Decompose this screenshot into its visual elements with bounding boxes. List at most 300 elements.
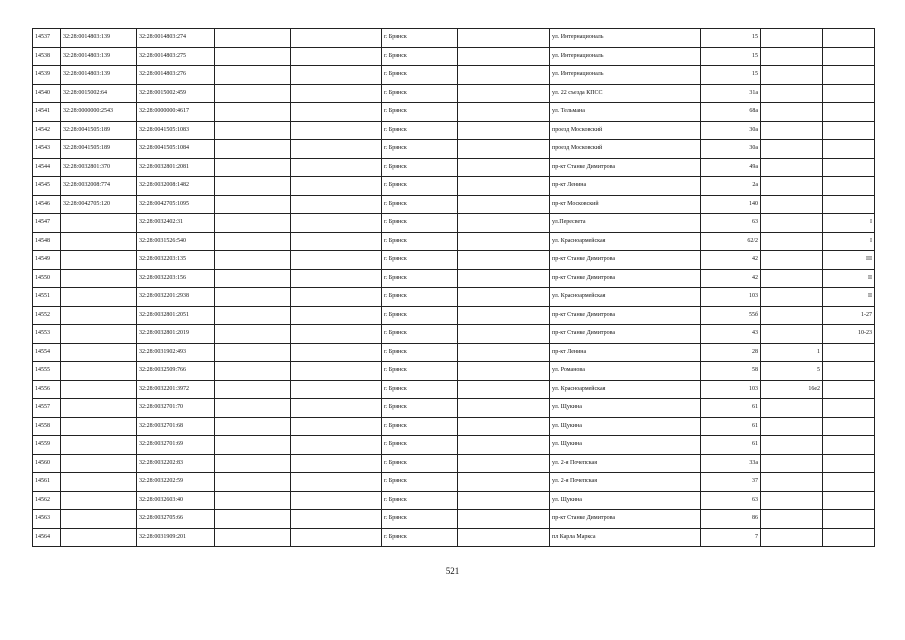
parent-cadastral-number-cell: 32:28:0014803:139 (61, 47, 137, 66)
premises-cell: II (823, 269, 875, 288)
street-cell: ул. 22 съезда КПСС (550, 84, 701, 103)
table-row (33, 528, 875, 547)
street-cell: ул. Красноармейская (550, 288, 701, 307)
table-row (33, 417, 875, 436)
house-number-cell: 28 (701, 343, 761, 362)
cadastral-number-cell: 32:28:0000000:4617 (137, 103, 215, 122)
empty-cell (215, 232, 291, 251)
empty-cell (215, 288, 291, 307)
empty-cell (291, 325, 382, 344)
empty-cell (215, 140, 291, 159)
empty-cell (291, 84, 382, 103)
table-row (33, 473, 875, 492)
house-number-cell: 30а (701, 140, 761, 159)
street-cell: пр-кт Станке Димитрова (550, 510, 701, 529)
house-number-cell: 37 (701, 473, 761, 492)
building-cell (761, 528, 823, 547)
city-cell: г. Брянск (382, 195, 458, 214)
empty-cell (291, 269, 382, 288)
table-row (33, 362, 875, 381)
city-cell: г. Брянск (382, 417, 458, 436)
empty-cell (458, 436, 550, 455)
empty-cell (291, 306, 382, 325)
building-cell (761, 269, 823, 288)
street-cell: ул. Романова (550, 362, 701, 381)
table-row (33, 84, 875, 103)
cadastral-number-cell: 32:28:0032008:1482 (137, 177, 215, 196)
house-number-cell: 55б (701, 306, 761, 325)
parent-cadastral-number-cell: 32:28:0041505:189 (61, 121, 137, 140)
table-row (33, 177, 875, 196)
cadastral-number-cell: 32:28:0042705:1095 (137, 195, 215, 214)
building-cell (761, 306, 823, 325)
building-cell (761, 66, 823, 85)
premises-cell (823, 528, 875, 547)
cadastral-number-cell: 32:28:0031902:493 (137, 343, 215, 362)
premises-cell: 1-27 (823, 306, 875, 325)
empty-cell (215, 380, 291, 399)
street-cell: ул. 2-я Почепская (550, 473, 701, 492)
table-row (33, 454, 875, 473)
record-number-cell: 14538 (33, 47, 61, 66)
empty-cell (215, 269, 291, 288)
empty-cell (458, 343, 550, 362)
house-number-cell: 62/2 (701, 232, 761, 251)
empty-cell (458, 362, 550, 381)
premises-cell (823, 380, 875, 399)
empty-cell (215, 84, 291, 103)
city-cell: г. Брянск (382, 177, 458, 196)
premises-cell: I (823, 232, 875, 251)
building-cell: 16е2 (761, 380, 823, 399)
record-number-cell: 14559 (33, 436, 61, 455)
cadastral-number-cell: 32:28:0015002:459 (137, 84, 215, 103)
empty-cell (291, 510, 382, 529)
table-row (33, 269, 875, 288)
house-number-cell: 61 (701, 417, 761, 436)
cadastral-number-cell: 32:28:0032509:766 (137, 362, 215, 381)
city-cell: г. Брянск (382, 140, 458, 159)
record-number-cell: 14548 (33, 232, 61, 251)
house-number-cell: 42 (701, 251, 761, 270)
parent-cadastral-number-cell (61, 232, 137, 251)
record-number-cell: 14554 (33, 343, 61, 362)
empty-cell (458, 195, 550, 214)
city-cell: г. Брянск (382, 491, 458, 510)
cadastral-number-cell: 32:28:0032801:2019 (137, 325, 215, 344)
building-cell: 1 (761, 343, 823, 362)
city-cell: г. Брянск (382, 232, 458, 251)
building-cell (761, 454, 823, 473)
cadastral-number-cell: 32:28:0032701:70 (137, 399, 215, 418)
empty-cell (458, 66, 550, 85)
premises-cell (823, 195, 875, 214)
city-cell: г. Брянск (382, 103, 458, 122)
record-number-cell: 14545 (33, 177, 61, 196)
street-cell: пр-кт Станке Димитрова (550, 251, 701, 270)
premises-cell (823, 417, 875, 436)
street-cell: проезд Московский (550, 140, 701, 159)
record-number-cell: 14544 (33, 158, 61, 177)
house-number-cell: 33а (701, 454, 761, 473)
city-cell: г. Брянск (382, 436, 458, 455)
empty-cell (458, 399, 550, 418)
empty-cell (215, 325, 291, 344)
street-cell: пр-кт Ленина (550, 177, 701, 196)
building-cell (761, 195, 823, 214)
record-number-cell: 14540 (33, 84, 61, 103)
record-number-cell: 14549 (33, 251, 61, 270)
empty-cell (458, 380, 550, 399)
cadastral-number-cell: 32:28:0041505:1084 (137, 140, 215, 159)
record-number-cell: 14560 (33, 454, 61, 473)
empty-cell (291, 47, 382, 66)
premises-cell (823, 177, 875, 196)
empty-cell (458, 306, 550, 325)
empty-cell (215, 214, 291, 233)
empty-cell (458, 121, 550, 140)
table-row (33, 158, 875, 177)
premises-cell (823, 121, 875, 140)
street-cell: ул. Интернациональ (550, 29, 701, 48)
parent-cadastral-number-cell (61, 380, 137, 399)
record-number-cell: 14561 (33, 473, 61, 492)
cadastral-number-cell: 32:28:0032801:2051 (137, 306, 215, 325)
premises-cell (823, 473, 875, 492)
table-row (33, 66, 875, 85)
record-number-cell: 14556 (33, 380, 61, 399)
street-cell: проезд Московский (550, 121, 701, 140)
empty-cell (291, 473, 382, 492)
empty-cell (291, 251, 382, 270)
cadastral-number-cell: 32:28:0014803:274 (137, 29, 215, 48)
parent-cadastral-number-cell (61, 399, 137, 418)
empty-cell (215, 436, 291, 455)
table-row (33, 510, 875, 529)
empty-cell (215, 491, 291, 510)
building-cell: 5 (761, 362, 823, 381)
parent-cadastral-number-cell (61, 214, 137, 233)
city-cell: г. Брянск (382, 528, 458, 547)
city-cell: г. Брянск (382, 251, 458, 270)
building-cell (761, 47, 823, 66)
house-number-cell: 15 (701, 29, 761, 48)
street-cell: пр-кт Ленина (550, 343, 701, 362)
empty-cell (291, 436, 382, 455)
city-cell: г. Брянск (382, 454, 458, 473)
house-number-cell: 42 (701, 269, 761, 288)
table-body (33, 29, 875, 547)
parent-cadastral-number-cell: 32:28:0032008:774 (61, 177, 137, 196)
empty-cell (215, 158, 291, 177)
parent-cadastral-number-cell (61, 288, 137, 307)
empty-cell (291, 121, 382, 140)
record-number-cell: 14564 (33, 528, 61, 547)
city-cell: г. Брянск (382, 214, 458, 233)
empty-cell (291, 362, 382, 381)
table-row (33, 306, 875, 325)
table-row (33, 121, 875, 140)
record-number-cell: 14539 (33, 66, 61, 85)
empty-cell (458, 29, 550, 48)
building-cell (761, 510, 823, 529)
empty-cell (458, 251, 550, 270)
city-cell: г. Брянск (382, 158, 458, 177)
record-number-cell: 14546 (33, 195, 61, 214)
building-cell (761, 399, 823, 418)
building-cell (761, 214, 823, 233)
empty-cell (291, 454, 382, 473)
empty-cell (291, 29, 382, 48)
empty-cell (458, 473, 550, 492)
empty-cell (215, 306, 291, 325)
street-cell: ул. Щукина (550, 491, 701, 510)
street-cell: ул. Красноармейская (550, 380, 701, 399)
street-cell: пр-кт Станке Димитрова (550, 306, 701, 325)
empty-cell (291, 491, 382, 510)
empty-cell (291, 66, 382, 85)
table-row (33, 103, 875, 122)
house-number-cell: 103 (701, 288, 761, 307)
house-number-cell: 15 (701, 47, 761, 66)
empty-cell (458, 491, 550, 510)
empty-cell (291, 399, 382, 418)
parent-cadastral-number-cell (61, 528, 137, 547)
building-cell (761, 121, 823, 140)
empty-cell (215, 510, 291, 529)
empty-cell (291, 140, 382, 159)
record-number-cell: 14541 (33, 103, 61, 122)
building-cell (761, 177, 823, 196)
cadastral-number-cell: 32:28:0041505:1083 (137, 121, 215, 140)
street-cell: пл Карла Маркса (550, 528, 701, 547)
building-cell (761, 140, 823, 159)
empty-cell (458, 103, 550, 122)
empty-cell (291, 528, 382, 547)
empty-cell (215, 362, 291, 381)
parent-cadastral-number-cell: 32:28:0042705:120 (61, 195, 137, 214)
table-row (33, 214, 875, 233)
building-cell (761, 473, 823, 492)
premises-cell (823, 47, 875, 66)
parent-cadastral-number-cell (61, 343, 137, 362)
city-cell: г. Брянск (382, 325, 458, 344)
cadastral-number-cell: 32:28:0032402:31 (137, 214, 215, 233)
house-number-cell: 2а (701, 177, 761, 196)
cadastral-number-cell: 32:28:0031526:540 (137, 232, 215, 251)
city-cell: г. Брянск (382, 362, 458, 381)
house-number-cell: 61 (701, 436, 761, 455)
street-cell: пр-кт Московский (550, 195, 701, 214)
table-row (33, 436, 875, 455)
cadastral-number-cell: 32:28:0032203:135 (137, 251, 215, 270)
parent-cadastral-number-cell: 32:28:0041505:189 (61, 140, 137, 159)
premises-cell (823, 29, 875, 48)
cadastral-number-cell: 32:28:0032701:68 (137, 417, 215, 436)
empty-cell (215, 343, 291, 362)
house-number-cell: 43 (701, 325, 761, 344)
premises-cell (823, 510, 875, 529)
empty-cell (215, 103, 291, 122)
record-number-cell: 14553 (33, 325, 61, 344)
city-cell: г. Брянск (382, 269, 458, 288)
empty-cell (215, 121, 291, 140)
parent-cadastral-number-cell (61, 306, 137, 325)
house-number-cell: 7 (701, 528, 761, 547)
empty-cell (458, 158, 550, 177)
house-number-cell: 140 (701, 195, 761, 214)
cadastral-number-cell: 32:28:0032801:2081 (137, 158, 215, 177)
table-row (33, 140, 875, 159)
street-cell: ул. Красноармейская (550, 232, 701, 251)
premises-cell (823, 343, 875, 362)
empty-cell (291, 232, 382, 251)
city-cell: г. Брянск (382, 380, 458, 399)
street-cell: ул. 2-я Почепская (550, 454, 701, 473)
empty-cell (291, 417, 382, 436)
record-number-cell: 14552 (33, 306, 61, 325)
empty-cell (291, 177, 382, 196)
building-cell (761, 251, 823, 270)
street-cell: ул.Пересвета (550, 214, 701, 233)
cadastral-number-cell: 32:28:0032202:59 (137, 473, 215, 492)
table-row (33, 325, 875, 344)
house-number-cell: 86 (701, 510, 761, 529)
empty-cell (215, 473, 291, 492)
parent-cadastral-number-cell (61, 473, 137, 492)
house-number-cell: 31а (701, 84, 761, 103)
city-cell: г. Брянск (382, 29, 458, 48)
record-number-cell: 14562 (33, 491, 61, 510)
street-cell: ул. Щукина (550, 436, 701, 455)
empty-cell (215, 195, 291, 214)
empty-cell (215, 251, 291, 270)
record-number-cell: 14537 (33, 29, 61, 48)
table-row (33, 380, 875, 399)
building-cell (761, 29, 823, 48)
table-row (33, 491, 875, 510)
table-row (33, 251, 875, 270)
street-cell: пр-кт Станке Димитрова (550, 325, 701, 344)
parent-cadastral-number-cell: 32:28:0032801:370 (61, 158, 137, 177)
empty-cell (458, 177, 550, 196)
empty-cell (215, 454, 291, 473)
street-cell: ул. Интернациональ (550, 66, 701, 85)
empty-cell (458, 454, 550, 473)
empty-cell (291, 288, 382, 307)
empty-cell (458, 140, 550, 159)
empty-cell (291, 103, 382, 122)
record-number-cell: 14547 (33, 214, 61, 233)
parent-cadastral-number-cell: 32:28:0000000:2543 (61, 103, 137, 122)
city-cell: г. Брянск (382, 343, 458, 362)
parent-cadastral-number-cell (61, 417, 137, 436)
house-number-cell: 15 (701, 66, 761, 85)
premises-cell (823, 362, 875, 381)
empty-cell (458, 84, 550, 103)
premises-cell (823, 436, 875, 455)
parent-cadastral-number-cell: 32:28:0014803:139 (61, 29, 137, 48)
building-cell (761, 288, 823, 307)
house-number-cell: 58 (701, 362, 761, 381)
city-cell: г. Брянск (382, 47, 458, 66)
premises-cell: 10-23 (823, 325, 875, 344)
empty-cell (458, 47, 550, 66)
house-number-cell: 61 (701, 399, 761, 418)
empty-cell (458, 510, 550, 529)
building-cell (761, 325, 823, 344)
empty-cell (458, 269, 550, 288)
record-number-cell: 14555 (33, 362, 61, 381)
premises-cell (823, 399, 875, 418)
parent-cadastral-number-cell (61, 269, 137, 288)
house-number-cell: 63 (701, 214, 761, 233)
cadastral-number-cell: 32:28:0032201:3972 (137, 380, 215, 399)
city-cell: г. Брянск (382, 288, 458, 307)
premises-cell (823, 103, 875, 122)
record-number-cell: 14557 (33, 399, 61, 418)
premises-cell (823, 158, 875, 177)
city-cell: г. Брянск (382, 399, 458, 418)
empty-cell (215, 177, 291, 196)
street-cell: ул. Тельмана (550, 103, 701, 122)
premises-cell (823, 140, 875, 159)
register-table (32, 28, 875, 547)
street-cell: пр-кт Станке Димитрова (550, 158, 701, 177)
parent-cadastral-number-cell (61, 362, 137, 381)
street-cell: пр-кт Станке Димитрова (550, 269, 701, 288)
cadastral-number-cell: 32:28:0031909:201 (137, 528, 215, 547)
empty-cell (458, 232, 550, 251)
city-cell: г. Брянск (382, 306, 458, 325)
premises-cell (823, 491, 875, 510)
table-row (33, 232, 875, 251)
cadastral-number-cell: 32:28:0032202:83 (137, 454, 215, 473)
empty-cell (215, 29, 291, 48)
parent-cadastral-number-cell: 32:28:0014803:139 (61, 66, 137, 85)
parent-cadastral-number-cell (61, 325, 137, 344)
parent-cadastral-number-cell (61, 251, 137, 270)
parent-cadastral-number-cell (61, 491, 137, 510)
house-number-cell: 63 (701, 491, 761, 510)
record-number-cell: 14550 (33, 269, 61, 288)
street-cell: ул. Интернациональ (550, 47, 701, 66)
cadastral-number-cell: 32:28:0014803:276 (137, 66, 215, 85)
record-number-cell: 14542 (33, 121, 61, 140)
page-number: 521 (445, 566, 460, 576)
parent-cadastral-number-cell (61, 454, 137, 473)
table-row (33, 399, 875, 418)
record-number-cell: 14558 (33, 417, 61, 436)
cadastral-number-cell: 32:28:0032203:156 (137, 269, 215, 288)
cadastral-number-cell: 32:28:0032603:40 (137, 491, 215, 510)
record-number-cell: 14551 (33, 288, 61, 307)
city-cell: г. Брянск (382, 473, 458, 492)
record-number-cell: 14563 (33, 510, 61, 529)
house-number-cell: 68а (701, 103, 761, 122)
building-cell (761, 232, 823, 251)
table-row (33, 47, 875, 66)
street-cell: ул. Щукина (550, 417, 701, 436)
table-row (33, 29, 875, 48)
city-cell: г. Брянск (382, 121, 458, 140)
empty-cell (215, 399, 291, 418)
empty-cell (458, 214, 550, 233)
empty-cell (215, 66, 291, 85)
premises-cell: II (823, 288, 875, 307)
street-cell: ул. Щукина (550, 399, 701, 418)
empty-cell (215, 528, 291, 547)
